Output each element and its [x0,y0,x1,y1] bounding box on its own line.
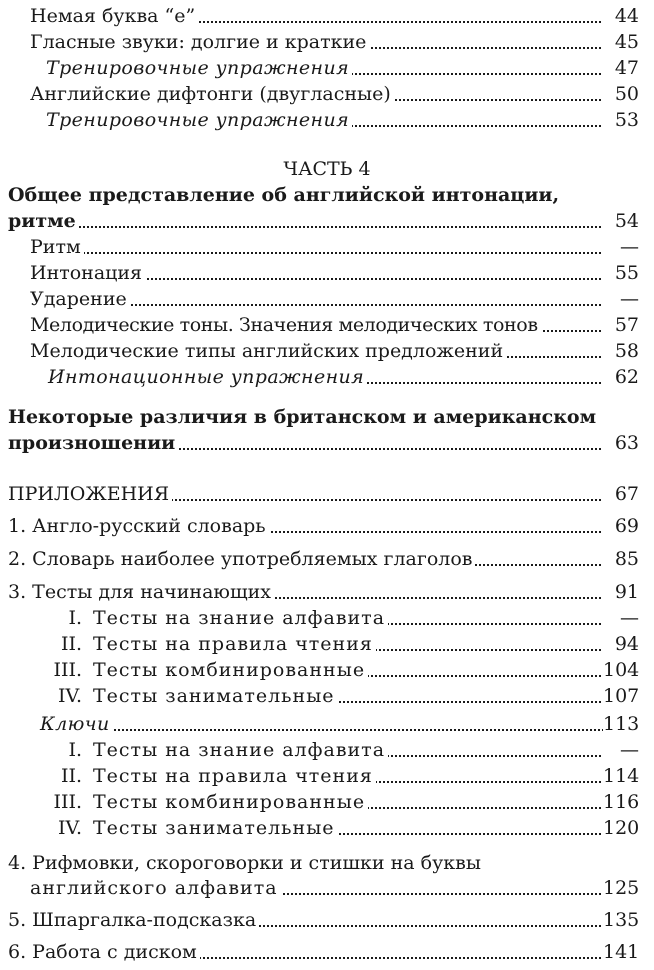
toc-entry-page: 120 [603,817,640,839]
toc-entry-page: 116 [603,791,640,813]
toc-entry [0,738,654,764]
toc-section [0,209,654,235]
toc-entry [0,606,654,632]
toc-entry [0,908,654,934]
toc-entry-page: 114 [603,765,640,787]
toc-entry [0,365,654,391]
toc-entry-title: ПРИЛОЖЕНИЯ [8,482,172,506]
toc-entry [0,764,654,790]
toc-entry [0,632,654,658]
toc-entry-page: 44 [603,4,639,28]
toc-entry [0,287,654,313]
toc-section [0,431,654,457]
roman-numeral: III. [53,659,82,681]
section-title-line: Некоторые различия в британском и американском [8,406,597,428]
toc-entry [0,816,654,842]
toc-entry [0,712,654,738]
toc-section [0,482,654,508]
toc-entry-title: Тесты комбинированные [93,658,368,682]
toc-entry-title: Тесты занимательные [93,684,338,708]
toc-entry [0,261,654,287]
toc-entry-page: — [603,606,639,630]
toc-entry-title: Тесты на правила чтения [93,764,376,788]
toc-entry [0,940,654,966]
toc-entry [0,790,654,816]
toc-entry-page: 125 [603,877,640,899]
section-title-line: Общее представление об английской интонации, [8,184,560,206]
toc-entry-title: Мелодические тоны. Значения мелодических тонов [30,313,541,337]
toc-entry-page: 107 [603,685,640,707]
toc-entry-page: — [603,235,639,259]
toc-entry [0,684,654,710]
toc-entry-page: 113 [603,713,640,735]
toc-entry-page: — [603,287,639,311]
toc-entry-page: 55 [603,261,639,285]
toc-entry [0,580,654,606]
toc-entry-page: 62 [603,365,639,389]
toc-entry-page: 135 [603,909,640,931]
toc-entry [0,235,654,261]
toc-entry-page: 45 [603,30,639,54]
roman-numeral: I. [68,739,82,761]
toc-entry-title: 5. Шпаргалка-подсказка [8,908,259,932]
toc-entry-page: 67 [603,482,639,506]
toc-entry-page: 47 [603,56,639,80]
toc-entry-page: 53 [603,108,639,132]
toc-entry-title: Тесты комбинированные [93,790,368,814]
toc-entry-page: 141 [603,941,640,963]
roman-numeral: IV. [58,817,82,839]
toc-entry-title: Ударение [30,287,130,311]
toc-entry [0,514,654,540]
toc-entry-page: — [603,738,639,762]
toc-entry-title: 3. Тесты для начинающих [8,580,274,604]
toc-entry-title: Немая буква “е” [30,4,198,28]
roman-numeral: II. [60,765,82,787]
toc-entry-page: 69 [603,514,639,538]
toc-entry-page: 57 [603,313,639,337]
toc-entry-title: Гласные звуки: долгие и краткие [30,30,369,54]
toc-entry [0,4,654,30]
toc-entry-title: Английские дифтонги (двугласные) [30,82,394,106]
toc-entry-title: Тесты занимательные [93,816,338,840]
toc-entry [0,339,654,365]
toc-entry-title: Ключи [40,712,113,736]
toc-entry [0,30,654,56]
toc-entry-page: 54 [603,209,639,233]
toc-entry-title: 6. Работа с диском [8,940,200,964]
toc-entry-title: 1. Англо-русский словарь [8,514,269,538]
toc-entry [0,313,654,339]
toc-entry-title: ритме [8,209,79,233]
roman-numeral: III. [53,791,82,813]
toc-entry-title: Тренировочные упражнения [46,56,352,80]
toc-entry [0,82,654,108]
toc-entry-page: 85 [603,547,639,571]
toc-entry-title-line: 4. Рифмовки, скороговорки и стишки на буквы [8,852,481,874]
toc-entry [0,547,654,573]
toc-entry-title: Тесты на знание алфавита [93,606,388,630]
toc-entry [0,108,654,134]
toc-entry-page: 104 [603,659,640,681]
toc-entry [0,876,654,902]
part-heading: ЧАСТЬ 4 [283,158,371,180]
toc-entry-title: Тренировочные упражнения [46,108,352,132]
toc-entry-page: 50 [603,82,639,106]
roman-numeral: I. [68,607,82,629]
toc-entry-page: 63 [603,431,639,455]
roman-numeral: II. [60,633,82,655]
toc-entry-title: Интонационные упражнения [48,365,367,389]
toc-entry-title: Ритм [30,235,84,259]
toc-entry-page: 91 [603,580,639,604]
toc-entry-title: Интонация [30,261,145,285]
roman-numeral: IV. [58,685,82,707]
toc-entry-title: Мелодические типы английских предложений [30,339,506,363]
toc-entry [0,658,654,684]
toc-entry-title: английского алфавита [30,876,281,900]
toc-entry-title: Тесты на знание алфавита [93,738,388,762]
toc-entry-page: 58 [603,339,639,363]
toc-entry [0,56,654,82]
toc-entry-title: Тесты на правила чтения [93,632,376,656]
toc-entry-title: 2. Словарь наиболее употребляемых глаголов [8,547,475,571]
toc-entry-page: 94 [603,632,639,656]
toc-entry-title: произношении [8,431,178,455]
